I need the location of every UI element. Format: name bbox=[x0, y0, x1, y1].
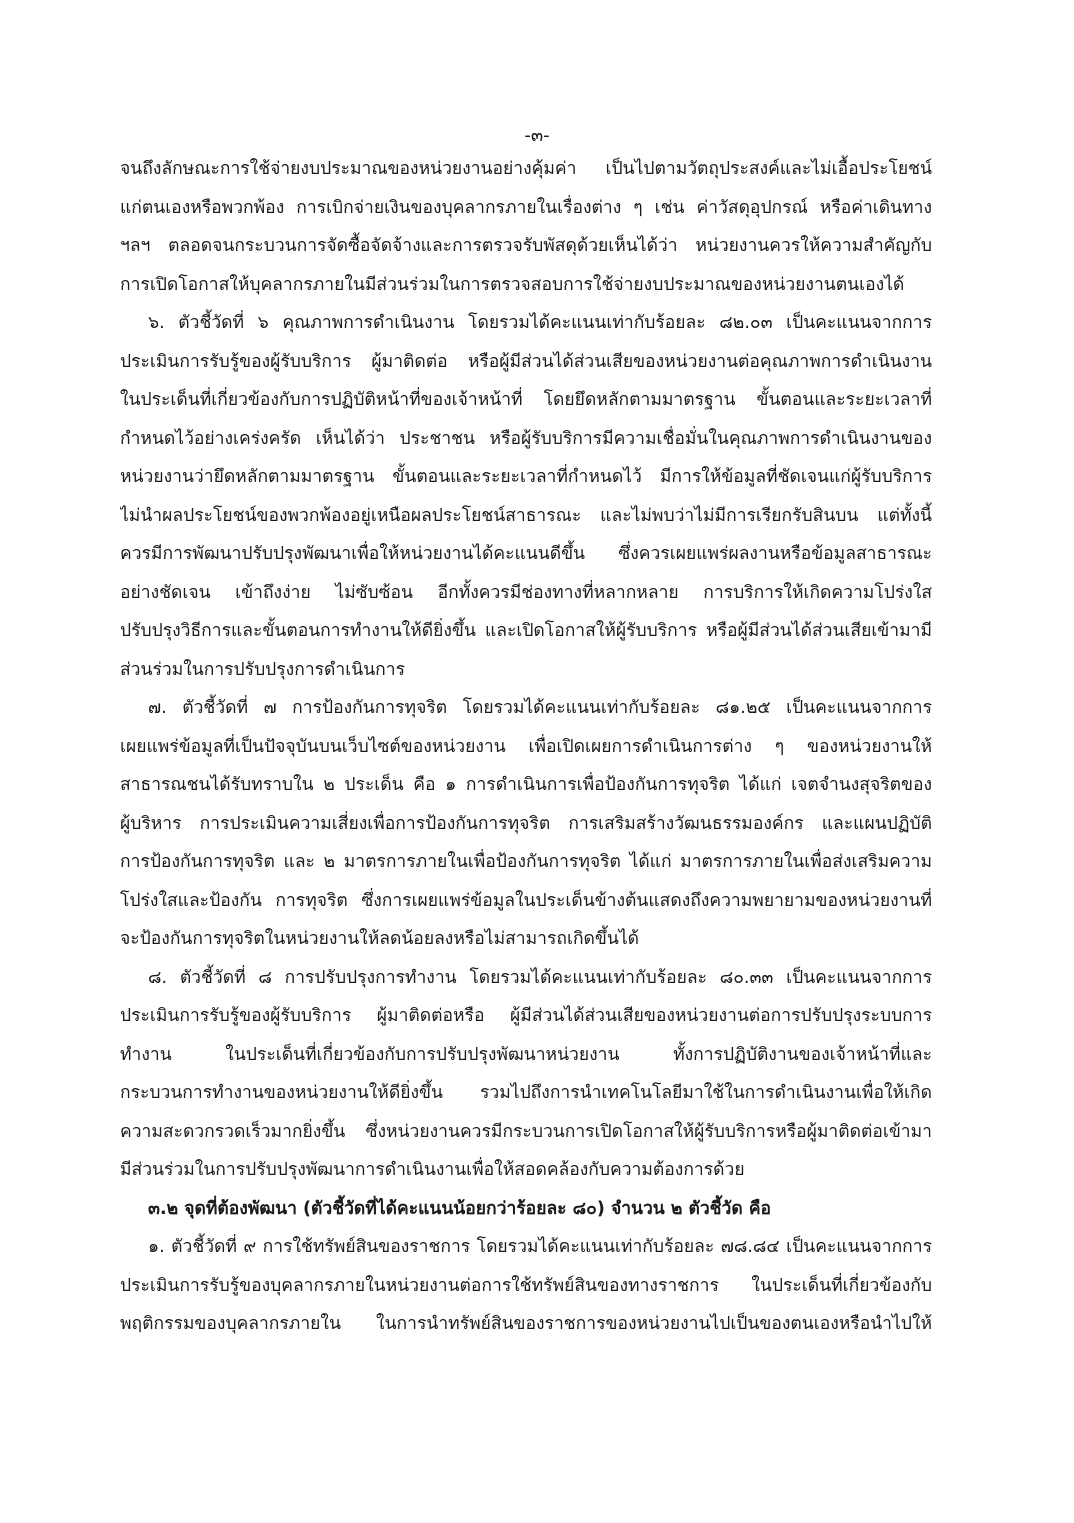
paragraph-continuation bbox=[120, 150, 932, 304]
text-line: ๖. ตัวชี้วัดที่ ๖ คุณภาพการดำเนินงาน โดยรวมได้คะแนนเท่ากับร้อยละ ๘๒.๐๓ เป็นคะแนนจากการ bbox=[148, 313, 932, 333]
text-line: ๑. ตัวชี้วัดที่ ๙ การใช้ทรัพย์สินของราชการ โดยรวมได้คะแนนเท่ากับร้อยละ ๗๘.๘๔ เป็นคะแนนจากการ bbox=[148, 1237, 932, 1257]
text-line: ประเมินการรับรู้ของผู้รับบริการ ผู้มาติดต่อหรือ ผู้มีส่วนได้ส่วนเสียของหน่วยงานต่อการปรับปรุงระบบการ bbox=[120, 1006, 932, 1026]
text-line: ทำงาน ในประเด็นที่เกี่ยวข้องกับการปรับปรุงพัฒนาหน่วยงาน ทั้งการปฏิบัติงานของเจ้าหน้าที่และ bbox=[120, 1044, 932, 1065]
text-line: กำหนดไว้อย่างเคร่งครัด เห็นได้ว่า ประชาชน หรือผู้รับบริการมีความเชื่อมั่นในคุณภาพการดำเนินงานของ bbox=[120, 428, 932, 449]
text-line: สาธารณชนได้รับทราบใน ๒ ประเด็น คือ ๑ การดำเนินการเพื่อป้องกันการทุจริต ได้แก่ เจตจำนงสุจริตของ bbox=[120, 775, 932, 795]
text-line: โปร่งใสและป้องกัน การทุจริต ซึ่งการเผยแพร่ข้อมูลในประเด็นข้างต้นแสดงถึงความพยายามของหน่วยงานที่ bbox=[120, 890, 932, 911]
paragraph-indicator-7 bbox=[120, 689, 932, 959]
paragraph-indicator-8 bbox=[120, 959, 932, 1190]
text-line: ประเมินการรับรู้ของผู้รับบริการ ผู้มาติดต่อ หรือผู้มีส่วนได้ส่วนเสียของหน่วยงานต่อคุณภาพการดำเนินงาน bbox=[120, 351, 932, 372]
text-line: การเปิดโอกาสให้บุคลากรภายในมีส่วนร่วมในการตรวจสอบการใช้จ่ายงบประมาณของหน่วยงานตนเองได้ bbox=[120, 274, 905, 295]
text-line: เผยแพร่ข้อมูลที่เป็นปัจจุบันบนเว็บไซต์ของหน่วยงาน เพื่อเปิดเผยการดำเนินการต่าง ๆ ของหน่วยงานให้ bbox=[120, 736, 932, 757]
text-line: ฯลฯ ตลอดจนกระบวนการจัดซื้อจัดจ้างและการตรวจรับพัสดุด้วยเห็นได้ว่า หน่วยงานควรให้ความสำคัญกับ bbox=[120, 236, 932, 256]
text-line: ประเมินการรับรู้ของบุคลากรภายในหน่วยงานต่อการใช้ทรัพย์สินของทางราชการ ในประเด็นที่เกี่ยวข้องกับ bbox=[120, 1275, 932, 1296]
text-line: กระบวนการทำงานของหน่วยงานให้ดียิ่งขึ้น รวมไปถึงการนำเทคโนโลยีมาใช้ในการดำเนินงานเพื่อให้เกิด bbox=[120, 1083, 932, 1103]
text-line: มีส่วนร่วมในการปรับปรุงพัฒนาการดำเนินงานเพื่อให้สอดคล้องกับความต้องการด้วย bbox=[120, 1160, 745, 1180]
text-line: หน่วยงานว่ายึดหลักตามมาตรฐาน ขั้นตอนและระยะเวลาที่กำหนดไว้ มีการให้ข้อมูลที่ชัดเจนแก่ผู้รับบริการ bbox=[120, 467, 932, 487]
section-heading-3-2 bbox=[120, 1190, 932, 1229]
text-line: ความสะดวกรวดเร็วมากยิ่งขึ้น ซึ่งหน่วยงานควรมีกระบวนการเปิดโอกาสให้ผู้รับบริการหรือผู้มาติดต่อเข้ามา bbox=[120, 1121, 932, 1142]
section-heading-text: ๓.๒ จุดที่ต้องพัฒนา (ตัวชี้วัดที่ได้คะแนนน้อยกว่าร้อยละ ๘๐) จำนวน ๒ ตัวชี้วัด คือ bbox=[148, 1198, 772, 1219]
text-line: จนถึงลักษณะการใช้จ่ายงบประมาณของหน่วยงานอย่างคุ้มค่า เป็นไปตามวัตถุประสงค์และไม่เอื้อประโยชน์ bbox=[120, 159, 932, 179]
text-line: ๘. ตัวชี้วัดที่ ๘ การปรับปรุงการทำงาน โดยรวมได้คะแนนเท่ากับร้อยละ ๘๐.๓๓ เป็นคะแนนจากการ bbox=[148, 967, 932, 988]
text-line: ปรับปรุงวิธีการและขั้นตอนการทำงานให้ดียิ่งขึ้น และเปิดโอกาสให้ผู้รับบริการ หรือผู้มีส่วนได้ส่วนเสียเข้ามามี bbox=[120, 621, 932, 641]
text-line: ควรมีการพัฒนาปรับปรุงพัฒนาเพื่อให้หน่วยงานได้คะแนนดีขึ้น ซึ่งควรเผยแพร่ผลงานหรือข้อมูลสาธารณะ bbox=[120, 544, 932, 564]
paragraph-indicator-6 bbox=[120, 304, 932, 689]
text-line: ส่วนร่วมในการปรับปรุงการดำเนินการ bbox=[120, 659, 405, 680]
text-line: อย่างชัดเจน เข้าถึงง่าย ไม่ซับซ้อน อีกทั้งควรมีช่องทางที่หลากหลาย การบริการให้เกิดความโปร่งใส bbox=[120, 582, 932, 603]
text-line: ผู้บริหาร การประเมินความเสี่ยงเพื่อการป้องกันการทุจริต การเสริมสร้างวัฒนธรรมองค์กร และแผนปฏิบัติ bbox=[120, 813, 932, 834]
document-body bbox=[120, 150, 932, 1344]
text-line: การป้องกันการทุจริต และ ๒ มาตรการภายในเพื่อป้องกันการทุจริต ได้แก่ มาตรการภายในเพื่อส่งเสริมความ bbox=[120, 852, 932, 872]
page-number: -๓- bbox=[524, 125, 550, 146]
text-line: ไม่นำผลประโยชน์ของพวกพ้องอยู่เหนือผลประโยชน์สาธารณะ และไม่พบว่าไม่มีการเรียกรับสินบน แต่ทั้งนี้ bbox=[120, 505, 932, 526]
text-line: ในประเด็นที่เกี่ยวข้องกับการปฏิบัติหน้าที่ของเจ้าหน้าที่ โดยยึดหลักตามมาตรฐาน ขั้นตอนและระยะเวลาที่ bbox=[120, 390, 932, 410]
text-line: ๗. ตัวชี้วัดที่ ๗ การป้องกันการทุจริต โดยรวมได้คะแนนเท่ากับร้อยละ ๘๑.๒๕ เป็นคะแนนจากการ bbox=[148, 698, 932, 718]
text-line: พฤติกรรมของบุคลากรภายใน ในการนำทรัพย์สินของราชการของหน่วยงานไปเป็นของตนเองหรือนำไปให้ bbox=[120, 1314, 932, 1334]
text-line: จะป้องกันการทุจริตในหน่วยงานให้ลดน้อยลงหรือไม่สามารถเกิดขึ้นได้ bbox=[120, 929, 640, 949]
text-line: แก่ตนเองหรือพวกพ้อง การเบิกจ่ายเงินของบุคลากรภายในเรื่องต่าง ๆ เช่น ค่าวัสดุอุปกรณ์ หรือค่าเดินทาง bbox=[120, 197, 932, 218]
paragraph-indicator-9 bbox=[120, 1228, 932, 1344]
